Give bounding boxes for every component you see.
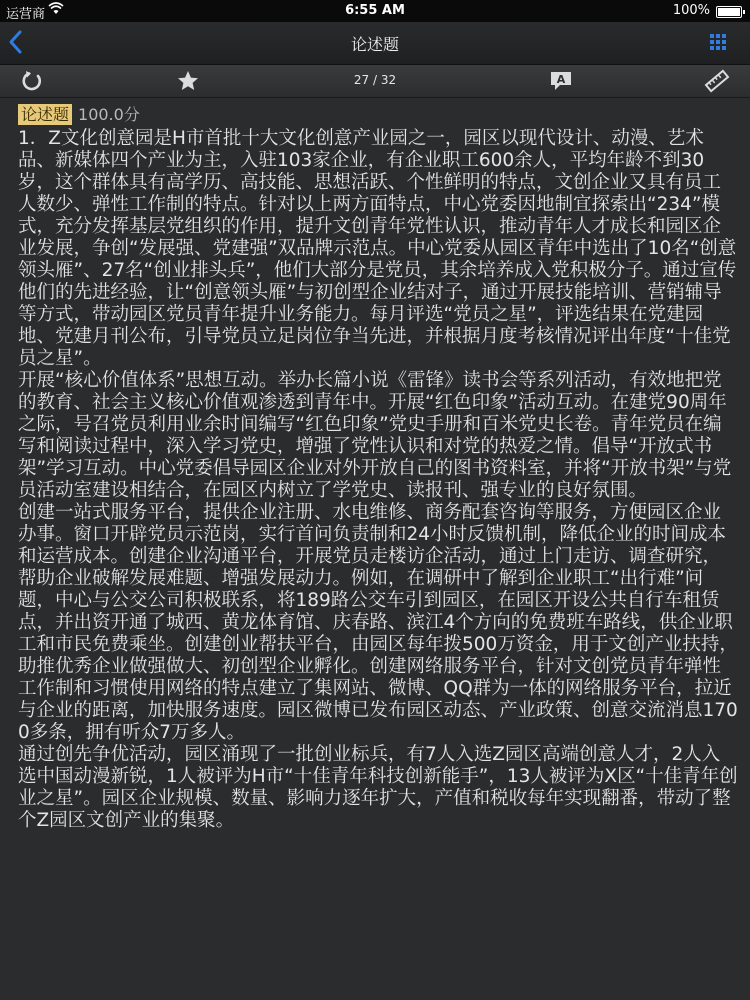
page-indicator: 27 / 32 (353, 73, 397, 87)
battery-percent: 100% (672, 3, 710, 18)
question-paragraph: 1．Z文化创意园是H市首批十大文化创意产业园之一，园区以现代设计、动漫、艺术品、新媒体四个产业为主，入驻103家企业，有企业职工600余人，平均年龄不到30岁，这个群体具有高学历、高技能、思想活跃、个性鲜明的特点，文创企业又具有员工人数少、弹性工作制的特点。针对以上两方面特点，中心党委因地制宜探索出“234”模式，充分发挥基层党组织的作用，提升文创青年党性认识，推动青年人才成长和园区企业发展，争创“发展强、党建强”双品牌示范点。中心党委从园区青年中选出了10名“创意领头雁”、27名“创业排头兵”，他们大部分是党员，其余培养成入党积极分子。通过宣传他们的先进经验，让“创意领头雁”与初创型企业结对子，通过开展技能培训、营销辅导等方式，带动园区党员青年提升业务能力。每月评选“党员之星”，评选结果在党建园地、党建月刊公布，引导党员立足岗位争当先进，并根据月度考核情况评出年度“十佳党员之星”。 (18, 128, 737, 369)
question-header (18, 104, 738, 126)
navigation-bar (0, 22, 750, 65)
question-paragraph: 创建一站式服务平台，提供企业注册、水电维修、商务配套咨询等服务，方便园区企业办事。窗口开辟党员示范岗，实行首问负责制和24小时反馈机制，降低企业的时间成本和运营成本。创建企业沟通平台，开展党员走楼访企活动，通过上门走访、调查研究，帮助企业破解发展难题、增强发展动力。例如，在调研中了解到企业职工“出行难”问题，中心与公交公司积极联系，将189路公交车引到园区，在园区开设公共自行车租赁点，并出资开通了城西、黄龙体育馆、庆春路、滨江4个方向的免费班车路线，供企业职工和市民免费乘坐。创建创业帮扶平台，由园区每年拨500万资金，用于文创产业扶持，助推优秀企业做强做大、初创型企业孵化。创建网络服务平台，针对文创党员青年弹性工作制和习惯使用网络的特点建立了集网站、微博、QQ群为一体的网络服务平台，拉近与企业的距离，加快服务速度。园区微博已发布园区动态、产业政策、创意交流消息1700多条，拥有听众7万多人。 (18, 502, 738, 743)
svg-text:A: A (556, 73, 566, 86)
question-type-badge: 论述题 (18, 104, 72, 125)
carrier-label: 运营商 (6, 7, 46, 22)
ruler-icon[interactable] (704, 69, 730, 93)
question-paragraph: 开展“核心价值体系”思想互动。举办长篇小说《雷锋》读书会等系列活动，有效地把党的教育、社会主义核心价值观渗透到青年中。开展“红色印象”活动互动。在建党90周年之际，号召党员利用业余时间编写“红色印象”党史手册和百米党史长卷。青年党员在编写和阅读过程中，深入学习党史，增强了党性认识和对党的热爱之情。倡导“开放式书架”学习互动。中心党委倡导园区企业对外开放自己的图书资料室，并将“开放书架”与党员活动室建设相结合，在园区内树立了学党史、读报刊、强专业的良好氛围。 (18, 370, 732, 501)
question-score: 100.0分 (78, 105, 140, 124)
page-title: 论述题 (350, 35, 399, 54)
question-paragraph: 通过创先争优活动，园区涌现了一批创业标兵，有7人入选Z园区高端创意人才，2人入选中国动漫新锐，1人被评为H市“十佳青年科技创新能手”，13人被评为X区“十佳青年创业之星”。园区企业规模、数量、影响力逐年扩大，产值和税收每年实现翻番，带动了整个Z园区文创产业的集聚。 (18, 744, 738, 831)
clock: 6:55 AM (345, 3, 405, 18)
status-bar (0, 0, 750, 22)
grid-icon[interactable] (710, 34, 728, 50)
question-content (18, 104, 738, 832)
question-toolbar (0, 65, 750, 98)
answer-bubble-icon[interactable] (548, 69, 574, 93)
battery-icon (716, 6, 742, 18)
